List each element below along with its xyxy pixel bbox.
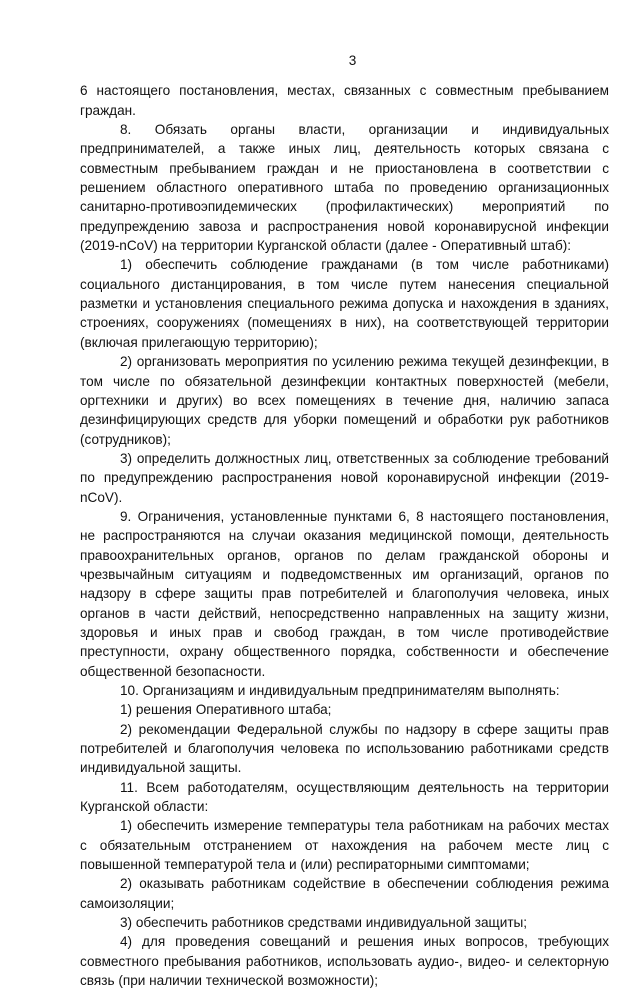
paragraph: 6 настоящего постановления, местах, связанных с совместным пребыванием граждан.: [80, 83, 609, 118]
paragraph: 1) решения Оперативного штаба;: [120, 702, 332, 718]
paragraph: 1) обеспечить соблюдение гражданами (в том числе работниками) социального дистанцирования, в том числе путем нанесения специальной разметки и установления специального режима допуска и нахождения в зданиях, строениях, сооружениях (помещениях в них), на соответствующей территории (включая прилегающую территорию);: [80, 257, 609, 350]
paragraph: 3) обеспечить работников средствами индивидуальной защиты;: [120, 915, 528, 931]
paragraph: 3) определить должностных лиц, ответственных за соблюдение требований по предупреждению распространения новой коронавирусной инфекции (2019-nCoV).: [80, 450, 609, 505]
paragraph: 8. Обязать органы власти, организации и индивидуальных предпринимателей, а также иных лиц, деятельность которых связана с совместным пребыванием граждан и не приостановлена в соответствии с решением областного оперативного штаба по проведению организационных санитарно-противоэпидемических (профилактических) мероприятий по предупреждению завоза и распространения новой коронавирусной инфекции (2019-nCoV) на территории Курганской области (далее - Оперативный штаб):: [80, 122, 609, 254]
paragraph: 4) для проведения совещаний и решения иных вопросов, требующих совместного пребывания работников, использовать аудио-, видео- и селекторную связь (при наличии технической возможности);: [80, 934, 609, 989]
document-body: [80, 81, 609, 990]
paragraph: 2) организовать мероприятия по усилению режима текущей дезинфекции, в том числе по обязательной дезинфекции контактных поверхностей (мебели, оргтехники и других) во всех помещениях в течение дня, наличию запаса дезинфицирующих средств для уборки помещений и обработки рук работников (сотрудников);: [80, 354, 609, 447]
page-number: 3: [348, 53, 357, 68]
paragraph: 11. Всем работодателям, осуществляющим деятельность на территории Курганской области:: [80, 779, 609, 815]
paragraph: 10. Организациям и индивидуальным предпринимателям выполнять:: [120, 683, 560, 698]
paragraph: 2) рекомендации Федеральной службы по надзору в сфере защиты прав потребителей и благополучия человека по использованию работниками средств индивидуальной защиты.: [80, 721, 609, 776]
paragraph: 9. Ограничения, установленные пунктами 6, 8 настоящего постановления, не распространяются на случаи оказания медицинской помощи, деятельность правоохранительных органов, органов по делам гражданской обороны и чрезвычайным ситуациям и подведомственных им организаций, органов по надзору в сфере защиты прав потребителей и благополучия человека, иных органов в части действий, непосредственно направленных на защиту жизни, здоровья и иных прав и свобод граждан, в том числе противодействие преступности, охрану общественного порядка, собственности и обеспечение общественной безопасности.: [80, 508, 609, 679]
paragraph: 1) обеспечить измерение температуры тела работникам на рабочих местах с обязательным отстранением от нахождения на рабочем месте лиц с повышенной температурой тела и (или) респираторными симптомами;: [80, 818, 609, 873]
paragraph: 2) оказывать работникам содействие в обеспечении соблюдения режима самоизоляции;: [80, 876, 609, 911]
